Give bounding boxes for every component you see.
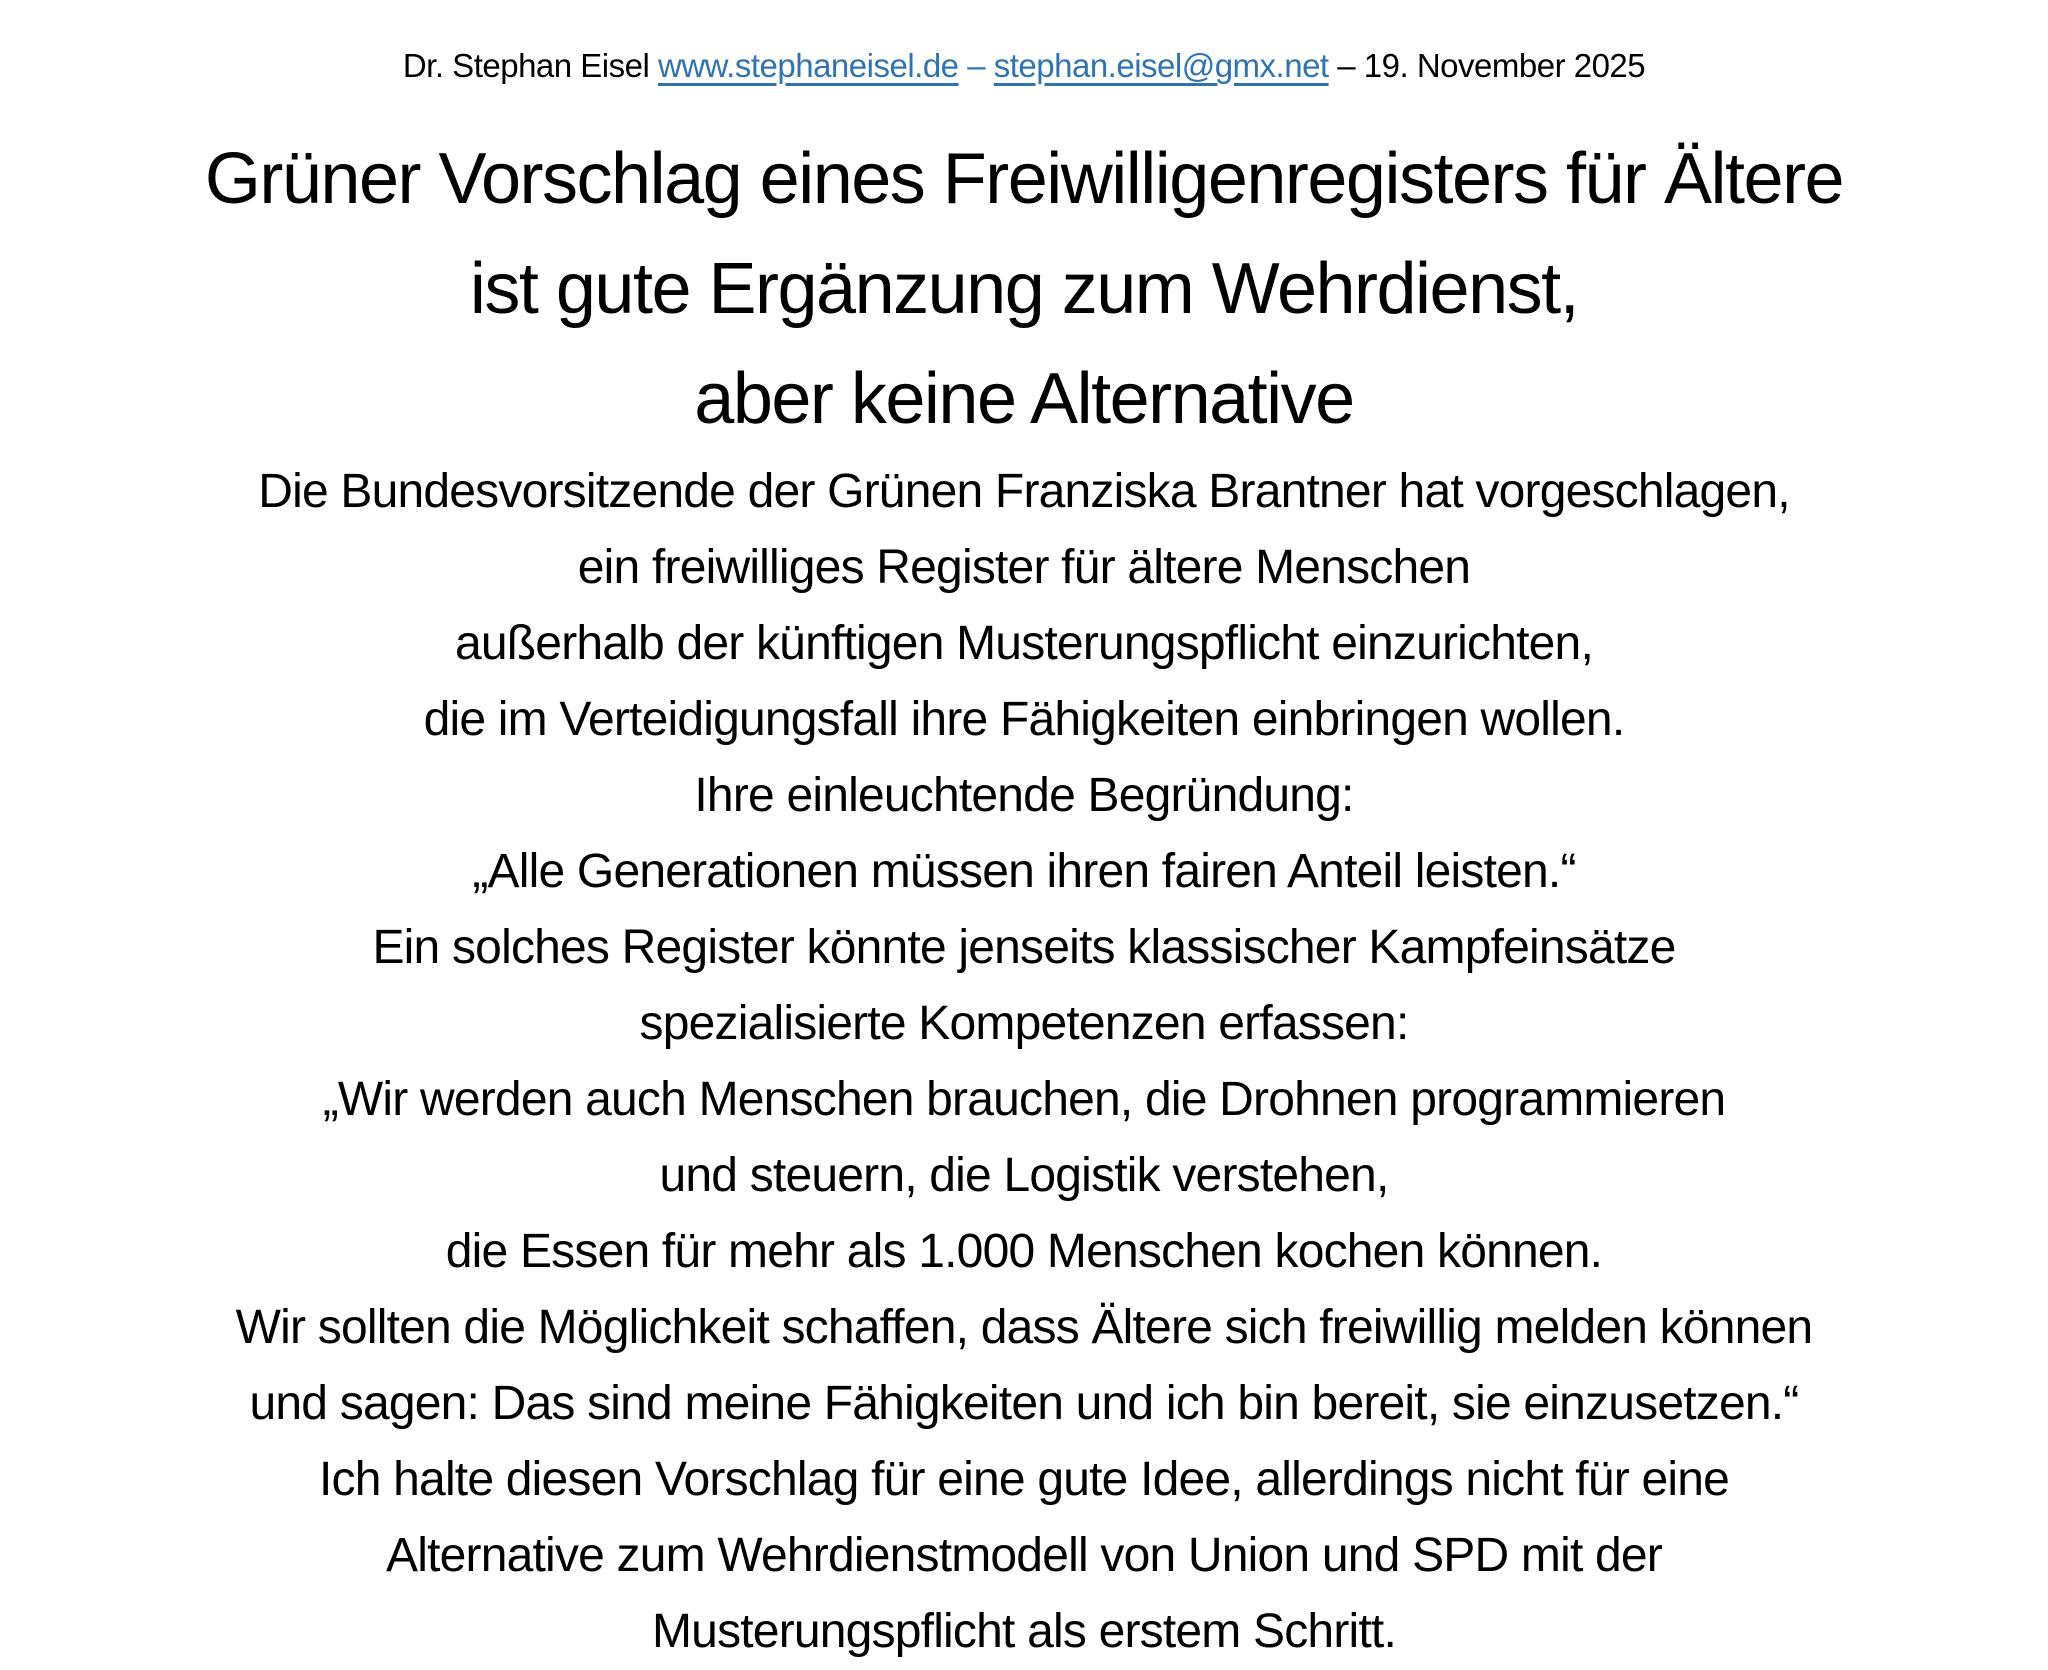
page-title (0, 124, 2048, 454)
byline-separator-2: – (1328, 47, 1364, 84)
website-link[interactable]: www.stephaneisel.de (658, 47, 959, 84)
body-line: Alternative zum Wehrdienstmodell von Union und SPD mit der (386, 1529, 1662, 1582)
body-line: und steuern, die Logistik verstehen, (659, 1149, 1389, 1202)
body-line: die Essen für mehr als 1.000 Menschen kochen können. (445, 1225, 1603, 1278)
body-line: und sagen: Das sind meine Fähigkeiten und ich bin bereit, sie einzusetzen.“ (249, 1377, 1799, 1430)
body-line: Ich halte diesen Vorschlag für eine gute Idee, allerdings nicht für eine (318, 1453, 1729, 1506)
byline-date: 19. November 2025 (1363, 47, 1646, 84)
body-line: „Wir werden auch Menschen brauchen, die Drohnen programmieren (322, 1073, 1726, 1126)
body-line: „Alle Generationen müssen ihren fairen Anteil leisten.“ (472, 845, 1576, 898)
title-line-3: aber keine Alternative (694, 359, 1354, 439)
title-line-1: Grüner Vorschlag eines Freiwilligenregisters für Ältere (204, 139, 1844, 219)
byline (0, 41, 2048, 91)
body-line: die im Verteidigungsfall ihre Fähigkeiten einbringen wollen. (423, 693, 1625, 746)
body-line: Ein solches Register könnte jenseits klassischer Kampfeinsätze (372, 921, 1676, 974)
body-line: Ihre einleuchtende Begründung: (694, 769, 1354, 822)
title-line-2: ist gute Ergänzung zum Wehrdienst, (469, 249, 1579, 329)
body-line: Wir sollten die Möglichkeit schaffen, dass Ältere sich freiwillig melden können (235, 1301, 1813, 1354)
body-line: spezialisierte Kompetenzen erfassen: (639, 997, 1409, 1050)
byline-separator-1: – (958, 47, 994, 84)
email-link[interactable]: stephan.eisel@gmx.net (993, 47, 1329, 84)
body-line: ein freiwilliges Register für ältere Menschen (577, 541, 1471, 594)
body-line: außerhalb der künftigen Musterungspflicht einzurichten, (454, 617, 1593, 670)
body-line: Musterungspflicht als erstem Schritt. (651, 1605, 1396, 1658)
byline-author: Dr. Stephan Eisel (402, 47, 658, 84)
body-text (0, 454, 2048, 1670)
body-line: Die Bundesvorsitzende der Grünen Franziska Brantner hat vorgeschlagen, (258, 465, 1790, 518)
